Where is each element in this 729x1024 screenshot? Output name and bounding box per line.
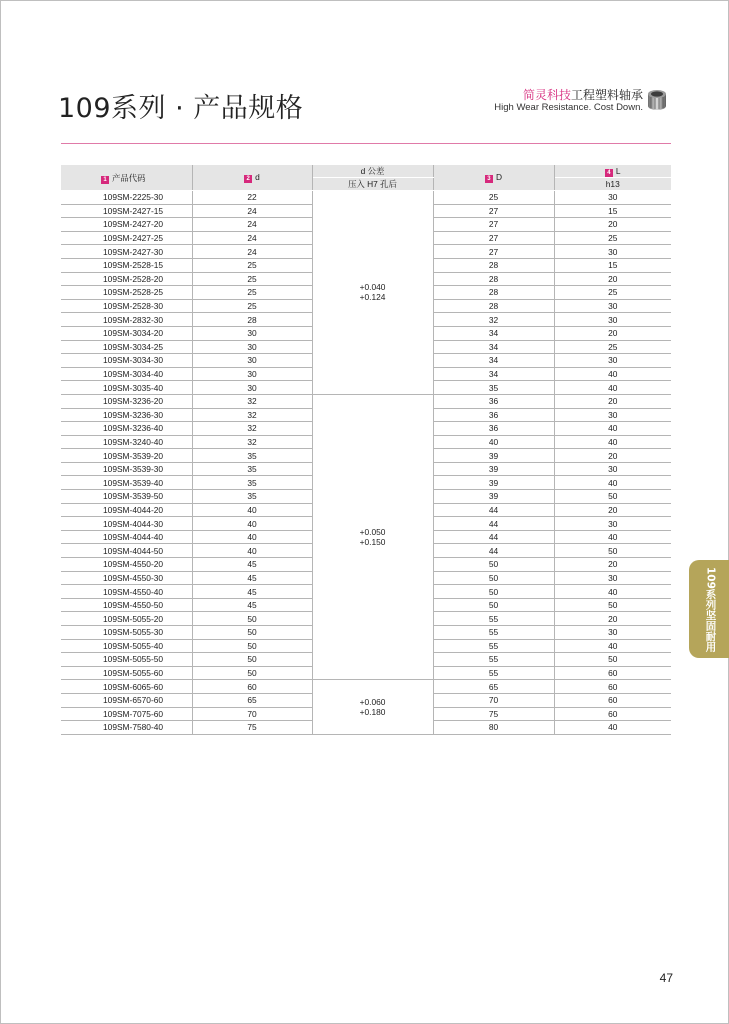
cell-product-code: 109SM-5055-50 [61,653,192,667]
cell-d: 24 [192,204,312,218]
cell-length: 30 [554,354,671,368]
header-outer-d: 3 D [433,165,554,191]
cell-length: 60 [554,693,671,707]
cell-length: 20 [554,326,671,340]
cell-product-code: 109SM-3236-20 [61,394,192,408]
page-number: 47 [659,971,673,985]
brand-name [494,88,643,102]
cell-d: 30 [192,326,312,340]
cell-outer-d: 75 [433,707,554,721]
cell-length: 20 [554,449,671,463]
cell-length: 40 [554,585,671,599]
cell-outer-d: 28 [433,299,554,313]
cell-outer-d: 55 [433,666,554,680]
cell-product-code: 109SM-6065-60 [61,680,192,694]
page-title: 109系列 · 产品规格 [58,93,304,124]
cell-outer-d: 44 [433,503,554,517]
column-number-badge: 4 [605,169,613,177]
cell-length: 60 [554,666,671,680]
tolerance-upper: +0.060 [359,697,386,708]
cell-d: 35 [192,476,312,490]
cell-product-code: 109SM-7580-40 [61,721,192,735]
brand-name-rest: 工程塑料轴承 [570,88,643,102]
cell-d: 24 [192,231,312,245]
cell-outer-d: 65 [433,680,554,694]
cell-d: 40 [192,530,312,544]
header-length-sub: h13 [554,178,671,191]
cell-d: 40 [192,517,312,531]
cell-d: 45 [192,558,312,572]
cell-outer-d: 39 [433,490,554,504]
cell-outer-d: 27 [433,218,554,232]
cell-length: 40 [554,721,671,735]
cell-outer-d: 28 [433,258,554,272]
cell-product-code: 109SM-3240-40 [61,435,192,449]
cell-d: 45 [192,598,312,612]
header-d-tolerance-sub: 压入 H7 孔后 [312,178,433,191]
cell-d: 40 [192,544,312,558]
cell-product-code: 109SM-4550-40 [61,585,192,599]
cell-length: 20 [554,558,671,572]
cell-d: 24 [192,245,312,259]
header-rule [61,143,671,144]
cell-length: 50 [554,490,671,504]
cell-product-code: 109SM-2528-20 [61,272,192,286]
cell-product-code: 109SM-4550-20 [61,558,192,572]
cell-length: 60 [554,680,671,694]
cell-length: 30 [554,299,671,313]
cell-product-code: 109SM-2427-25 [61,231,192,245]
cell-d: 50 [192,639,312,653]
cell-outer-d: 36 [433,394,554,408]
cell-product-code: 109SM-2528-15 [61,258,192,272]
cell-outer-d: 34 [433,367,554,381]
brand-tagline: High Wear Resistance. Cost Down. [494,102,643,113]
cell-product-code: 109SM-4044-20 [61,503,192,517]
cell-outer-d: 36 [433,408,554,422]
cell-outer-d: 32 [433,313,554,327]
cell-outer-d: 50 [433,571,554,585]
cell-length: 40 [554,530,671,544]
tolerance-lower: +0.180 [359,707,386,718]
cell-d: 35 [192,462,312,476]
cell-d: 60 [192,680,312,694]
cell-length: 20 [554,612,671,626]
cell-outer-d: 80 [433,721,554,735]
cell-product-code: 109SM-6570-60 [61,693,192,707]
cell-product-code: 109SM-4044-40 [61,530,192,544]
cell-d: 28 [192,313,312,327]
cell-product-code: 109SM-7075-60 [61,707,192,721]
cell-d-tolerance [312,680,433,734]
column-number-badge: 2 [244,175,252,183]
cell-outer-d: 50 [433,585,554,599]
cell-outer-d: 50 [433,598,554,612]
cell-outer-d: 40 [433,435,554,449]
spec-table-body [61,191,671,735]
cell-product-code: 109SM-4550-30 [61,571,192,585]
cell-product-code: 109SM-3034-20 [61,326,192,340]
cell-d: 32 [192,435,312,449]
table-header-row [61,165,671,178]
cell-length: 30 [554,462,671,476]
cell-length: 40 [554,381,671,395]
cell-product-code: 109SM-3539-40 [61,476,192,490]
cell-product-code: 109SM-3539-20 [61,449,192,463]
cell-product-code: 109SM-4044-30 [61,517,192,531]
cell-d: 35 [192,490,312,504]
cell-d: 30 [192,381,312,395]
cell-outer-d: 28 [433,286,554,300]
tolerance-lower: +0.124 [359,292,386,303]
cell-d: 65 [192,693,312,707]
cell-outer-d: 25 [433,191,554,205]
cell-length: 40 [554,367,671,381]
cell-outer-d: 36 [433,422,554,436]
cell-length: 30 [554,191,671,205]
cell-d: 25 [192,272,312,286]
cell-product-code: 109SM-2832-30 [61,313,192,327]
cell-product-code: 109SM-3035-40 [61,381,192,395]
cell-outer-d: 44 [433,544,554,558]
cell-outer-d: 39 [433,462,554,476]
cell-outer-d: 27 [433,231,554,245]
cell-length: 40 [554,422,671,436]
cell-length: 15 [554,258,671,272]
cell-length: 20 [554,272,671,286]
header-d-tolerance: d 公差 [312,165,433,178]
cell-product-code: 109SM-3034-25 [61,340,192,354]
header-d: 2 d [192,165,312,191]
cell-product-code: 109SM-3034-30 [61,354,192,368]
cell-length: 40 [554,435,671,449]
cell-length: 25 [554,231,671,245]
header-product-code: 1 产品代码 [61,165,192,191]
cell-d: 40 [192,503,312,517]
cell-outer-d: 39 [433,476,554,490]
cell-product-code: 109SM-2427-20 [61,218,192,232]
cell-outer-d: 34 [433,326,554,340]
tolerance-lower: +0.150 [359,537,386,548]
cell-length: 15 [554,204,671,218]
cell-product-code: 109SM-4550-50 [61,598,192,612]
cell-outer-d: 39 [433,449,554,463]
cell-d: 45 [192,571,312,585]
cell-length: 30 [554,245,671,259]
cell-product-code: 109SM-3539-50 [61,490,192,504]
cell-d-tolerance [312,191,433,395]
cell-product-code: 109SM-3236-40 [61,422,192,436]
brand-name-accent: 简灵科技 [522,88,571,102]
cell-outer-d: 34 [433,354,554,368]
header-length: 4 L [554,165,671,178]
cell-d: 75 [192,721,312,735]
cell-length: 25 [554,286,671,300]
cell-d: 30 [192,354,312,368]
cell-length: 30 [554,408,671,422]
cell-product-code: 109SM-3034-40 [61,367,192,381]
cell-length: 50 [554,544,671,558]
cell-length: 50 [554,653,671,667]
spec-table [61,165,671,735]
cell-outer-d: 44 [433,530,554,544]
cell-product-code: 109SM-2225-30 [61,191,192,205]
tolerance-upper: +0.050 [359,527,386,538]
cell-length: 40 [554,476,671,490]
cell-length: 25 [554,340,671,354]
cell-d: 24 [192,218,312,232]
cell-outer-d: 70 [433,693,554,707]
cell-d: 30 [192,367,312,381]
cell-length: 30 [554,313,671,327]
cell-d: 22 [192,191,312,205]
cell-product-code: 109SM-2427-30 [61,245,192,259]
cell-length: 30 [554,626,671,640]
tolerance-upper: +0.040 [359,282,386,293]
cell-product-code: 109SM-2528-25 [61,286,192,300]
cell-d: 32 [192,394,312,408]
table-row [61,680,671,694]
cell-length: 20 [554,218,671,232]
cell-product-code: 109SM-3236-30 [61,408,192,422]
cell-outer-d: 27 [433,204,554,218]
cell-d: 25 [192,299,312,313]
cell-d: 32 [192,422,312,436]
cell-length: 50 [554,598,671,612]
cell-d: 45 [192,585,312,599]
table-row [61,394,671,408]
cell-d: 25 [192,258,312,272]
cell-length: 20 [554,503,671,517]
cell-length: 60 [554,707,671,721]
cell-outer-d: 55 [433,626,554,640]
cell-product-code: 109SM-5055-20 [61,612,192,626]
cell-d: 35 [192,449,312,463]
cell-d: 50 [192,666,312,680]
brand-block [494,88,643,114]
cell-length: 30 [554,517,671,531]
cell-outer-d: 34 [433,340,554,354]
cell-outer-d: 55 [433,639,554,653]
cell-length: 40 [554,639,671,653]
cell-d: 50 [192,612,312,626]
cell-outer-d: 28 [433,272,554,286]
cell-product-code: 109SM-2427-15 [61,204,192,218]
cell-product-code: 109SM-5055-30 [61,626,192,640]
cell-d: 50 [192,626,312,640]
cell-outer-d: 55 [433,612,554,626]
column-number-badge: 3 [485,175,493,183]
cell-length: 30 [554,571,671,585]
cell-outer-d: 35 [433,381,554,395]
cell-d: 50 [192,653,312,667]
bearing-icon [647,89,667,111]
cell-d: 70 [192,707,312,721]
column-number-badge: 1 [101,176,109,184]
cell-d: 30 [192,340,312,354]
cell-product-code: 109SM-5055-60 [61,666,192,680]
cell-product-code: 109SM-4044-50 [61,544,192,558]
cell-outer-d: 27 [433,245,554,259]
cell-product-code: 109SM-5055-40 [61,639,192,653]
table-row [61,191,671,205]
cell-length: 20 [554,394,671,408]
cell-outer-d: 44 [433,517,554,531]
cell-d-tolerance [312,394,433,679]
cell-outer-d: 55 [433,653,554,667]
side-tab-label: 109系列坚固耐用 [704,566,717,652]
cell-d: 25 [192,286,312,300]
cell-outer-d: 50 [433,558,554,572]
cell-d: 32 [192,408,312,422]
cell-product-code: 109SM-2528-30 [61,299,192,313]
cell-product-code: 109SM-3539-30 [61,462,192,476]
